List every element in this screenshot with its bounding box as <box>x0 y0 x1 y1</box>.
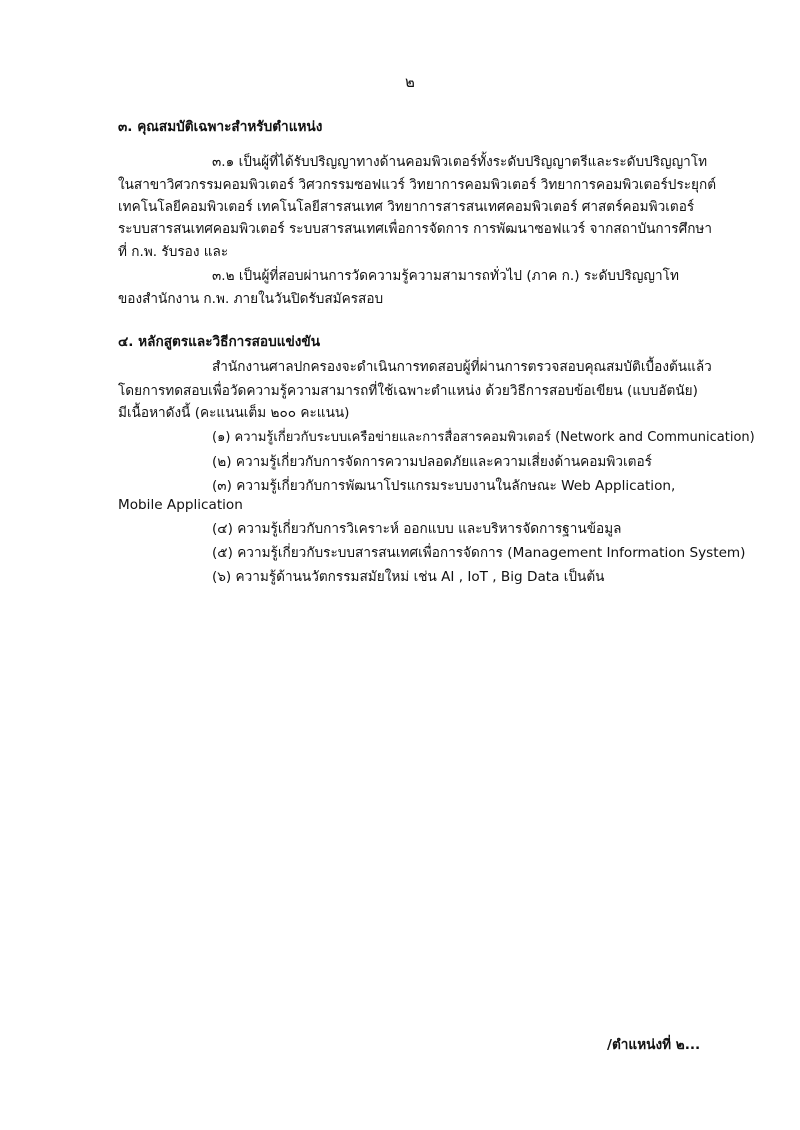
section3-item1-line3: เทคโนโลยีคอมพิวเตอร์ เทคโนโลยีสารสนเทศ วิทยาการสารสนเทศคอมพิวเตอร์ ศาสตร์คอมพิวเตอร์ <box>118 199 695 215</box>
section3-heading: ๓. คุณสมบัติเฉพาะสำหรับตำแหน่ง <box>118 119 323 135</box>
section3-item2-line1: ๓.๒ เป็นผู้ที่สอบผ่านการวัดความรู้ความสามารถทั่วไป (ภาค ก.) ระดับปริญญาโท <box>212 268 679 284</box>
section4-item-3-cont: Mobile Application <box>118 497 243 513</box>
section4-item-6: (๖) ความรู้ด้านนวัตกรรมสมัยใหม่ เช่น AI , IoT , Big Data เป็นต้น <box>212 569 605 585</box>
section3-item1-line5: ที่ ก.พ. รับรอง และ <box>118 244 229 260</box>
section4-intro-line2: โดยการทดสอบเพื่อวัดความรู้ความสามารถที่ใช้เฉพาะตำแหน่ง ด้วยวิธีการสอบข้อเขียน (แบบอัตนัย) <box>118 383 698 399</box>
section4-heading: ๔. หลักสูตรและวิธีการสอบแข่งขัน <box>118 334 320 350</box>
section4-item-2: (๒) ความรู้เกี่ยวกับการจัดการความปลอดภัยและความเสี่ยงด้านคอมพิวเตอร์ <box>212 454 652 470</box>
section3-item2-line2: ของสำนักงาน ก.พ. ภายในวันปิดรับสมัครสอบ <box>118 291 384 307</box>
section3-item1-line1: ๓.๑ เป็นผู้ที่ได้รับปริญญาทางด้านคอมพิวเตอร์ทั้งระดับปริญญาตรีและระดับปริญญาโท <box>212 154 708 170</box>
section3-item1-line4: ระบบสารสนเทศคอมพิวเตอร์ ระบบสารสนเทศเพื่อการจัดการ การพัฒนาซอฟแวร์ จากสถาบันการศึกษา <box>118 221 713 237</box>
continuation-footer: /ตำแหน่งที่ ๒... <box>607 1037 701 1053</box>
section4-intro-line1: สำนักงานศาลปกครองจะดำเนินการทดสอบผู้ที่ผ่านการตรวจสอบคุณสมบัติเบื้องต้นแล้ว <box>212 359 712 375</box>
section4-item-4: (๔) ความรู้เกี่ยวกับการวิเคราะห์ ออกแบบ และบริหารจัดการฐานข้อมูล <box>212 521 622 537</box>
section4-item-5: (๕) ความรู้เกี่ยวกับระบบสารสนเทศเพื่อการจัดการ (Management Information System) <box>212 545 746 561</box>
section4-item-3: (๓) ความรู้เกี่ยวกับการพัฒนาโปรแกรมระบบงานในลักษณะ Web Application, <box>212 478 676 494</box>
section4-item-1: (๑) ความรู้เกี่ยวกับระบบเครือข่ายและการสื่อสารคอมพิวเตอร์ (Network and Communication) <box>212 430 755 445</box>
section4-intro-line3: มีเนื้อหาดังนี้ (คะแนนเต็ม ๒๐๐ คะแนน) <box>118 405 350 421</box>
section3-item1-line2: ในสาขาวิศวกรรมคอมพิวเตอร์ วิศวกรรมซอฟแวร์ วิทยาการคอมพิวเตอร์ วิทยาการคอมพิวเตอร์ประยุกต์ <box>118 177 717 193</box>
page-number: ๒ <box>405 73 415 91</box>
